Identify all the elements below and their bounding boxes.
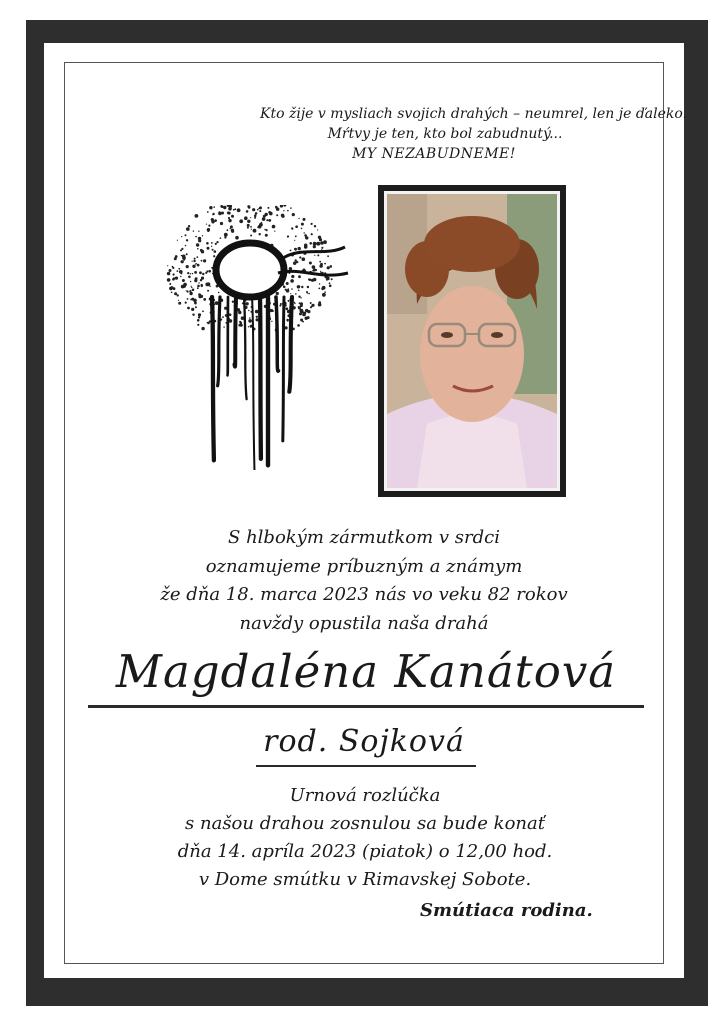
maiden-name: rod. Sojková — [263, 724, 465, 759]
maiden-underline — [256, 765, 476, 767]
portrait-photo — [384, 191, 560, 491]
announcement-line: oznamujeme príbuzným a známym — [205, 555, 523, 577]
announcement-line: S hlbokým zármutkom v srdci — [228, 527, 500, 548]
sun-ornament-icon — [160, 205, 360, 470]
ceremony-line: s našou drahou zosnulou sa bude konať — [185, 813, 545, 834]
signature: Smútiaca rodina. — [420, 900, 593, 921]
announcement — [90, 524, 638, 638]
motto — [200, 104, 688, 164]
motto-line: MY NEZABUDNEME! — [352, 146, 516, 162]
announcement-line: navždy opustila naša drahá — [239, 612, 489, 634]
ceremony-line: dňa 14. apríla 2023 (piatok) o 12,00 hod. — [177, 841, 553, 862]
portrait-frame — [378, 185, 566, 497]
ceremony-details — [130, 782, 600, 894]
ceremony-line: v Dome smútku v Rimavskej Sobote. — [198, 869, 532, 890]
motto-line: Kto žije v mysliach svojich drahých – neumrel, len je ďaleko. — [260, 106, 688, 122]
deceased-name: Magdaléna Kanátová — [115, 645, 617, 698]
name-underline — [88, 705, 644, 708]
motto-line: Mŕtvy je ten, kto bol zabudnutý... — [327, 126, 563, 142]
announcement-line: že dňa 18. marca 2023 nás vo veku 82 rokov — [160, 584, 568, 605]
ceremony-line: Urnová rozlúčka — [289, 785, 441, 806]
